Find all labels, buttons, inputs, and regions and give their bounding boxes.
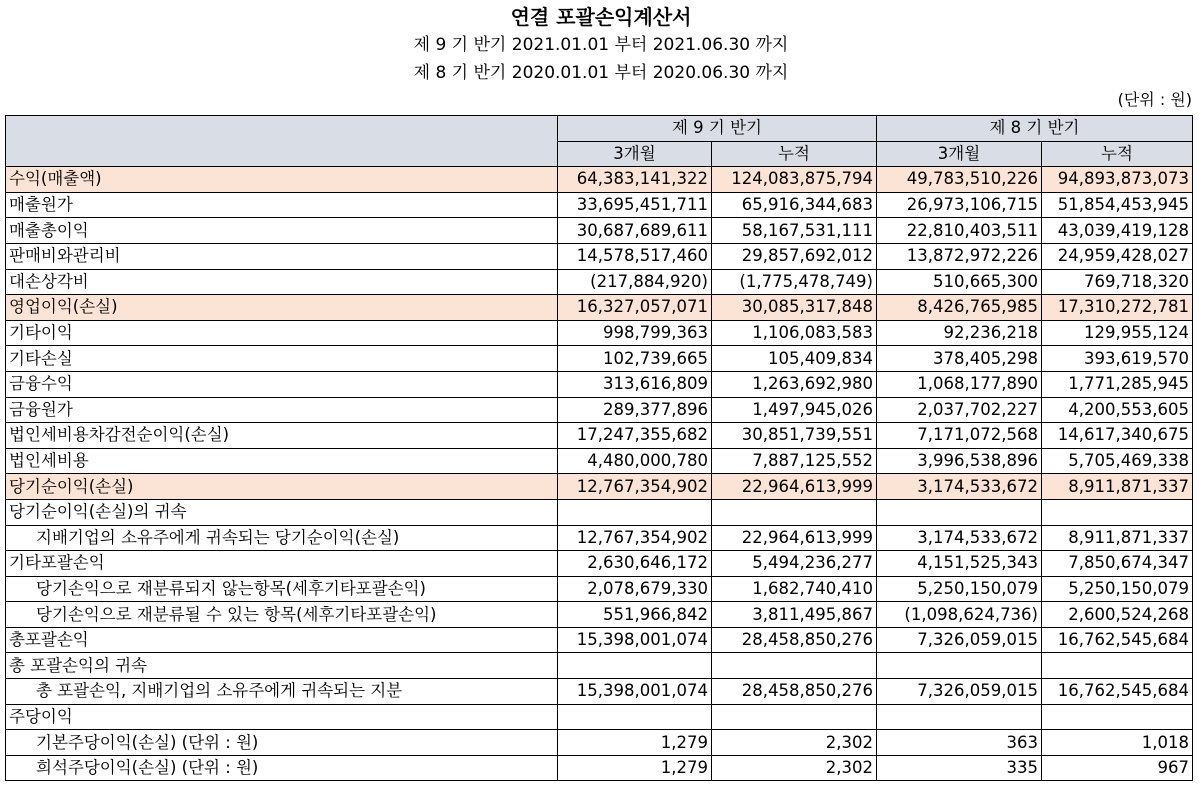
row-value: 2,037,702,227 (877, 397, 1042, 423)
row-value: 13,872,972,226 (877, 243, 1042, 269)
row-label: 당기손익으로 재분류될 수 있는 항목(세후기타포괄손익) (6, 602, 558, 628)
table-row (6, 525, 1193, 551)
row-label: 주당이익 (6, 704, 558, 730)
row-value: 7,850,674,347 (1042, 551, 1193, 577)
row-value (877, 653, 1042, 679)
table-row (6, 653, 1193, 679)
row-label: 기타포괄손익 (6, 551, 558, 577)
row-value: 1,018 (1042, 730, 1193, 756)
row-value: 363 (877, 730, 1042, 756)
header-blank-cell (6, 116, 558, 167)
table-row (6, 679, 1193, 705)
row-value: 1,771,285,945 (1042, 371, 1193, 397)
row-value: 510,665,300 (877, 269, 1042, 295)
header-sub-current-3m: 3개월 (558, 141, 712, 167)
row-value: 5,494,236,277 (712, 551, 877, 577)
row-value: 1,682,740,410 (712, 576, 877, 602)
row-label: 기타이익 (6, 320, 558, 346)
table-row (6, 423, 1193, 449)
row-value: 129,955,124 (1042, 320, 1193, 346)
row-label: 총 포괄손익의 귀속 (6, 653, 558, 679)
table-row (6, 167, 1193, 193)
row-value (877, 704, 1042, 730)
row-value: 1,279 (558, 730, 712, 756)
table-row (6, 346, 1193, 372)
row-value: 17,310,272,781 (1042, 295, 1193, 321)
row-value: (1,775,478,749) (712, 269, 877, 295)
row-value: 29,857,692,012 (712, 243, 877, 269)
row-value: 551,966,842 (558, 602, 712, 628)
income-statement-table (5, 115, 1193, 781)
table-row (6, 295, 1193, 321)
row-value (558, 704, 712, 730)
row-value: 3,996,538,896 (877, 448, 1042, 474)
row-label: 총 포괄손익, 지배기업의 소유주에게 귀속되는 지분 (6, 679, 558, 705)
row-value: 22,964,613,999 (712, 525, 877, 551)
row-value: 3,811,495,867 (712, 602, 877, 628)
row-value: 7,887,125,552 (712, 448, 877, 474)
table-row (6, 602, 1193, 628)
period-current: 제 9 기 반기 2021.01.01 부터 2021.06.30 까지 (413, 35, 789, 55)
table-row (6, 730, 1193, 756)
row-value: 94,893,873,073 (1042, 167, 1193, 193)
table-row (6, 576, 1193, 602)
row-value: 1,279 (558, 755, 712, 781)
row-value: 8,911,871,337 (1042, 474, 1193, 500)
row-value: 769,718,320 (1042, 269, 1193, 295)
table-row (6, 243, 1193, 269)
row-value: 16,762,545,684 (1042, 627, 1193, 653)
row-value: 998,799,363 (558, 320, 712, 346)
row-value (1042, 499, 1193, 525)
row-value: 393,619,570 (1042, 346, 1193, 372)
table-row (6, 320, 1193, 346)
row-value: 1,497,945,026 (712, 397, 877, 423)
row-value: 378,405,298 (877, 346, 1042, 372)
row-value: 14,578,517,460 (558, 243, 712, 269)
row-label: 당기순이익(손실)의 귀속 (6, 499, 558, 525)
row-value: 1,068,177,890 (877, 371, 1042, 397)
row-value: 1,106,083,583 (712, 320, 877, 346)
row-value: 15,398,001,074 (558, 679, 712, 705)
row-label: 희석주당이익(손실) (단위 : 원) (6, 755, 558, 781)
row-value (712, 499, 877, 525)
row-label: 금융수익 (6, 371, 558, 397)
row-value: 5,250,150,079 (877, 576, 1042, 602)
row-value (712, 653, 877, 679)
row-value: 1,263,692,980 (712, 371, 877, 397)
period-prior: 제 8 기 반기 2020.01.01 부터 2020.06.30 까지 (413, 63, 789, 83)
table-row (6, 269, 1193, 295)
row-value: 12,767,354,902 (558, 525, 712, 551)
row-value: 15,398,001,074 (558, 627, 712, 653)
row-value: 58,167,531,111 (712, 218, 877, 244)
row-value: 7,326,059,015 (877, 679, 1042, 705)
row-value: 8,426,765,985 (877, 295, 1042, 321)
row-label: 금융원가 (6, 397, 558, 423)
row-value: 3,174,533,672 (877, 525, 1042, 551)
row-value: 64,383,141,322 (558, 167, 712, 193)
table-row (6, 397, 1193, 423)
row-value: 28,458,850,276 (712, 627, 877, 653)
row-label: 당기순이익(손실) (6, 474, 558, 500)
header-sub-prior-cum: 누적 (1042, 141, 1193, 167)
row-value: 24,959,428,027 (1042, 243, 1193, 269)
row-value: 14,617,340,675 (1042, 423, 1193, 449)
row-label: 수익(매출액) (6, 167, 558, 193)
row-value: 26,973,106,715 (877, 192, 1042, 218)
row-label: 기타손실 (6, 346, 558, 372)
row-value: 51,854,453,945 (1042, 192, 1193, 218)
row-value: 2,302 (712, 755, 877, 781)
row-value: 5,250,150,079 (1042, 576, 1193, 602)
row-value: 335 (877, 755, 1042, 781)
row-value: 3,174,533,672 (877, 474, 1042, 500)
row-value: 5,705,469,338 (1042, 448, 1193, 474)
statement-title: 연결 포괄손익계산서 (510, 5, 692, 29)
row-value: 16,762,545,684 (1042, 679, 1193, 705)
row-label: 매출총이익 (6, 218, 558, 244)
header-sub-current-cum: 누적 (712, 141, 877, 167)
table-row (6, 551, 1193, 577)
header-row-groups (6, 116, 1193, 142)
row-label: 법인세비용 (6, 448, 558, 474)
row-value: 2,078,679,330 (558, 576, 712, 602)
table-row (6, 218, 1193, 244)
row-value: 102,739,665 (558, 346, 712, 372)
row-label: 대손상각비 (6, 269, 558, 295)
row-value: (1,098,624,736) (877, 602, 1042, 628)
header-sub-prior-3m: 3개월 (877, 141, 1042, 167)
row-value: 967 (1042, 755, 1193, 781)
row-value: 7,326,059,015 (877, 627, 1042, 653)
row-value: 2,600,524,268 (1042, 602, 1193, 628)
row-value: 4,200,553,605 (1042, 397, 1193, 423)
row-value: 30,085,317,848 (712, 295, 877, 321)
row-value: 17,247,355,682 (558, 423, 712, 449)
row-value: 43,039,419,128 (1042, 218, 1193, 244)
row-value: 124,083,875,794 (712, 167, 877, 193)
table-row (6, 371, 1193, 397)
row-value: 65,916,344,683 (712, 192, 877, 218)
row-value: 289,377,896 (558, 397, 712, 423)
row-value: 7,171,072,568 (877, 423, 1042, 449)
row-value: 2,630,646,172 (558, 551, 712, 577)
row-value: 28,458,850,276 (712, 679, 877, 705)
row-label: 영업이익(손실) (6, 295, 558, 321)
row-value (558, 653, 712, 679)
row-value: 22,964,613,999 (712, 474, 877, 500)
row-value: (217,884,920) (558, 269, 712, 295)
row-value: 12,767,354,902 (558, 474, 712, 500)
row-value: 30,687,689,611 (558, 218, 712, 244)
row-label: 당기손익으로 재분류되지 않는항목(세후기타포괄손익) (6, 576, 558, 602)
row-value: 313,616,809 (558, 371, 712, 397)
row-value: 2,302 (712, 730, 877, 756)
row-value: 4,480,000,780 (558, 448, 712, 474)
row-value: 30,851,739,551 (712, 423, 877, 449)
row-value (712, 704, 877, 730)
row-value (877, 499, 1042, 525)
table-row (6, 627, 1193, 653)
row-value: 105,409,834 (712, 346, 877, 372)
table-row (6, 192, 1193, 218)
row-label: 법인세비용차감전순이익(손실) (6, 423, 558, 449)
row-label: 기본주당이익(손실) (단위 : 원) (6, 730, 558, 756)
table-row (6, 704, 1193, 730)
row-value: 22,810,403,511 (877, 218, 1042, 244)
table-row (6, 474, 1193, 500)
row-label: 매출원가 (6, 192, 558, 218)
row-value: 8,911,871,337 (1042, 525, 1193, 551)
row-value (1042, 704, 1193, 730)
row-value: 16,327,057,071 (558, 295, 712, 321)
row-label: 판매비와관리비 (6, 243, 558, 269)
unit-label: (단위 : 원) (1117, 90, 1192, 109)
row-value: 49,783,510,226 (877, 167, 1042, 193)
table-row (6, 499, 1193, 525)
row-label: 총포괄손익 (6, 627, 558, 653)
table-row (6, 448, 1193, 474)
row-value (1042, 653, 1193, 679)
row-value: 92,236,218 (877, 320, 1042, 346)
row-label: 지배기업의 소유주에게 귀속되는 당기순이익(손실) (6, 525, 558, 551)
row-value: 4,151,525,343 (877, 551, 1042, 577)
row-value (558, 499, 712, 525)
table-row (6, 755, 1193, 781)
row-value: 33,695,451,711 (558, 192, 712, 218)
header-group-prior: 제 8 기 반기 (877, 116, 1193, 142)
header-group-current: 제 9 기 반기 (558, 116, 877, 142)
